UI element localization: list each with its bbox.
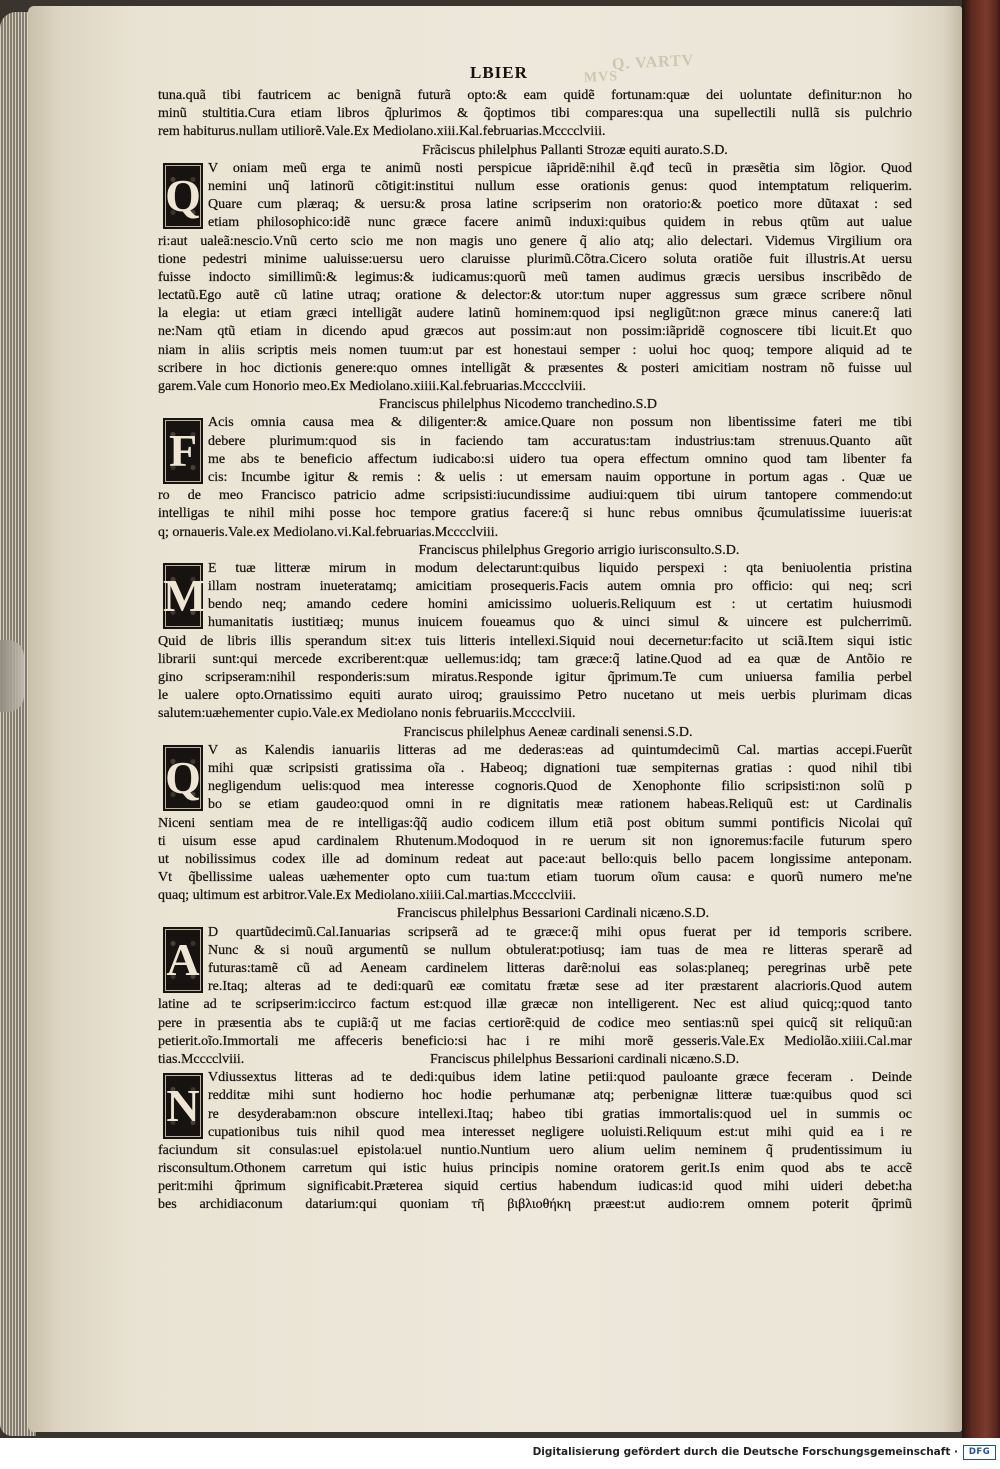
running-head: LBIER — [470, 63, 528, 82]
text-line: quaq; ultimum est arbitror.Vale.Ex Mediolano.xiiii.Cal.martias.Mcccclviii. — [158, 888, 576, 904]
text-line: illam nostram inueteratamq; amicitiam prosequeris.Facis autem omnia pro officio: qui neq; scri — [208, 579, 912, 595]
text-line: intelligas te nihil mihi posse hoc tempore gratius facere:q̃ si hunc rebus omnibus q̃cumulatissime iuueris:at — [158, 506, 912, 522]
text-line: la elegia: ut etiam græci intelligãt audere latinũ hominem:quod ipsi negligũt:non græce minus canere:q̃ lati — [158, 306, 912, 322]
letter-heading: Franciscus philelphus Nicodemo tranchedino.S.D — [378, 397, 657, 413]
text-line: cis: Incumbe igitur & remis : & uelis : ut emersam nauim opportune in portum agas . Quæ ue — [208, 469, 912, 485]
text-line: petierit.oĩo.Immortali me affeceris beneficio:si hac i re mihi morẽ gesseris.Vale.Ex Mediolão.xiiii.Cal.mar — [158, 1033, 912, 1049]
text-line: redditæ mihi sunt hodierno hoc hodie perhumanæ atq; perbenignæ litteræ tuæ:quibus quod sci — [208, 1088, 912, 1104]
text-line: re desyderabam:non obscure intellexi.Itaq; habeo tibi gratias immortalis:quod uel in summis oc — [208, 1106, 912, 1122]
text-line: le ualere opto.Ornatissimo equiti aurato uiroq; grauissimo Petro nucetano ut meis uerbis plurimam dicas — [158, 688, 912, 704]
text-line: negligendum uelis:quod mea interesse cognoris.Quod de Xenophonte filio scripsisti:non solũ p — [208, 779, 912, 795]
letter-heading: Franciscus philelphus Gregorio arrigio iurisconsulto.S.D. — [418, 542, 740, 558]
text-block — [158, 87, 912, 1215]
text-line: humanitatis iustitiæq; munus inuicem foueamus quo & uinci simul & uincere est pulcherrimũ. — [208, 615, 912, 631]
text-line: Quid de libris illis sperandum sit:ex tuis litteris intellexi.Siquid noui decernetur:facito ut sciã.Item siqui istic — [158, 633, 912, 649]
text-line: debere plurimum:quod sis in faciendo tam accuratus:tam industrius:tam strenuus.Quanto aũt — [208, 433, 912, 449]
text-line: bo se etiam gaudeo:quod omni in re dignitatis meæ rationem habeas.Reliquũ est: ut Cardinalis — [208, 797, 912, 813]
text-line: salutem:uæhementer cupio.Vale.ex Mediolano nonis februariis.Mcccclviii. — [158, 706, 576, 722]
text-line: latine ad te scripserim:iccirco factum est:quod illæ græcæ non intelligerent. Nec est aliud quicq;:quod tanto — [158, 997, 912, 1013]
text-line: tuna.quã tibi fautricem ac benignã futurã opto:& eam quidẽ fortunam:quæ dei uoluntate definitur:non ho — [158, 88, 912, 103]
text-line: Nunc & si nouũ argumentũ se nullum obtulerat:potiusq; iam tuas de mea re litteras sperarẽ ad — [208, 942, 912, 958]
text-line: bendo neq; amando cedere homini amicissimo uolueris.Reliquum est : ut certatim huiusmodi — [208, 597, 912, 613]
show-through-text: Q. VARTV — [611, 51, 695, 74]
text-line: niam in aliis scriptis meis nomen tuum:ut par est honestaui semper : uolui hoc quoq; tempore aliquid ad te — [158, 342, 912, 358]
decorated-initial: A — [163, 927, 203, 993]
letter-heading: Franciscus philelphus Aeneæ cardinali senensi.S.D. — [403, 724, 693, 740]
text-line: q; ornaueris.Vale.ex Mediolano.vi.Kal.februarias.Mcccclviii. — [158, 524, 499, 540]
text-line: V oniam meũ erga te animũ nosti perspicue iãpridẽ:nihil ẽ.qđ tecũ in præsẽtia sim lõgior. Quod — [208, 160, 912, 176]
text-line: perit:mihi q̃primum significabit.Præterea siquid certius habendum iudicas:id quod mihi uideri debet:ha — [158, 1179, 912, 1195]
text-line: re.Itaq; alteras ad te dedi:quarũ eæ comitatu frætæ sese ad iter præstarent alacrioris.Quod autem — [208, 979, 912, 995]
text-line: Acis omnia causa mea & diligenter:& amice.Quare non possum non libentissime fateri me tibi — [208, 415, 912, 431]
text-line: ut nobilissimus codex ille ad dominum redeat aut pace:aut bello:quis bello pacem longissime anteponam. — [158, 851, 912, 867]
text-line: etiam philosophico:idẽ nunc græce facere animũ induxi:quibus quidem in rebus qtũm aut ualue — [208, 215, 912, 231]
show-through-text: MVS — [583, 69, 619, 86]
text-line: ti uisum esse apud cardinalem Rhutenum.Modoquod in re uerum sit non ignoremus:facile futurum spero — [158, 833, 912, 849]
text-line-end: tias.Mcccclviii. — [158, 1051, 245, 1067]
decorated-initial: F — [163, 418, 203, 484]
decorated-initial: N — [163, 1073, 203, 1139]
text-line: fuisse indocto simillimũ:& legimus:& iudicamus:quorũ meũ tamen audimus græcis uersibus inscribẽdo de — [158, 269, 912, 285]
text-line: garem.Vale cum Honorio meo.Ex Mediolano.xiiii.Kal.februarias.Mcccclviii. — [158, 379, 587, 394]
text-line: Vdiussextus litteras ad te dedi:quibus idem latine petii:quod pauloante græce feceram . Deinde — [208, 1070, 912, 1086]
text-line: D quartũdecimũ.Cal.Ianuarias scripserã ad te græce:q̃ mihi opus fuerat per id temporis scribere. — [208, 924, 912, 940]
text-line — [158, 1051, 912, 1069]
text-line: Vt q̃bellissime ualeas uæhementer opto cum tua:tum etiam tuorum oĩum causa: e quorũ numero me'ne — [158, 870, 912, 886]
letter-heading: Franciscus philelphus Bessarioni cardinali nicæno.S.D. — [430, 1051, 740, 1067]
footer-bar — [0, 1438, 1000, 1469]
text-line: Niceni sentiam mea de re intelligas:q̃q̃ audio codicem illum etiã post obitum summi pontificis Nicolai quĩ — [158, 815, 912, 831]
text-line: futuras:tamẽ cũ ad Aeneam cardinelem litteras darẽ:nolui eas solas:planeq; peregrinas urbẽ pete — [208, 961, 912, 976]
book-binding — [962, 0, 1000, 1438]
letter-heading: Franciscus philelphus Bessarioni Cardinali nicæno.S.D. — [396, 906, 710, 922]
text-line: gino scripseram:nihil responderis:sum miratus.Responde igitur q̃primum.Te cum uniuersa familia perbel — [158, 670, 912, 685]
text-line: Quare cum plæraq; & uersu:& prosa latine scripserim non oratorio:& poetico more dũtaxat : sed — [208, 197, 912, 213]
decorated-initial: M — [163, 563, 203, 629]
letter-heading: Frãciscus philelphus Pallanti Strozæ equiti aurato.S.D. — [422, 142, 728, 158]
text-line: cupationibus tuis nihil quod mea interesset negligere uoluisti.Reliquum est:ut mihi quid ea i re — [208, 1124, 912, 1140]
decorated-initial: Q — [163, 745, 203, 811]
text-line: me abs te beneficio affectum iudicabo:si uidero tua opera effectum omnino quod tam libenter fa — [208, 451, 912, 467]
text-line: rem habiturus.nullam utiliorẽ.Vale.Ex Mediolano.xiii.Kal.februarias.Mcccclviii. — [158, 124, 606, 140]
text-line: faciundum sit consulas:uel epistola:uel nuntio.Nuntium uero alium uelim neminem q̃ prudentissimum iu — [158, 1142, 912, 1158]
text-line: ne:Nam qtũ etiam in dicendo apud græcos aut possim:aut non possim:iãpridẽ cognoscere tibi licuit.Et quo — [158, 324, 912, 340]
text-line: ri:aut ualeã:nescio.Vnũ certo scio me non magis uno genere q̃ alio atq; alio delectari. Videmus Virgilium ora — [158, 233, 912, 249]
text-line: tione pedestri minime ualuisse:uersu uero claruisse plurimũ.Cõtra.Cicero soluta oratiõe fuit illustris.At uersu — [158, 251, 912, 267]
text-line: E tuæ litteræ mirum in modum delectarunt:quibus liquido perspexi : qta beniuolentia pristina — [208, 560, 912, 576]
dfg-logo: DFG — [963, 1445, 996, 1460]
page-clip — [0, 640, 24, 712]
text-line: ro de meo Francisco patricio adme scripsisti:iucundissime audiui:quem tibi uirum tantopere commendo:ut — [158, 488, 912, 504]
text-line: risconsultum.Othonem carretum qui istic huius principis nomine oratorem gerit.Is enim quod abs te accẽ — [158, 1161, 912, 1177]
text-line: scribere in hoc dictionis genere:quo omnes intelligãt & præsentes & posteri amicitiam nostram nõ fuisse uul — [158, 360, 912, 376]
text-line: pere in præsentia abs te cupiã:q̃ ut me facias certiorẽ:quid de codice meo sentias:nũ spei quicq̃ sit reliquũ:an — [158, 1015, 912, 1031]
text-line: bes archidiaconum datarium:qui quoniam τῆ βιβλιοθήκη præest:ut audio:rem omnem poterit q̃primũ — [158, 1197, 912, 1213]
text-line: mihi quæ scripsisti gratissima oĩa . Habeoq; dignationi tuæ sempiternas gratias : quod nihil tibi — [208, 760, 912, 776]
text-line: librarii sunt:qui mercede excriberent:quæ uellemus:idq; tam græce:q̃ latine.Quod ad ea quæ de Antõio re — [158, 651, 912, 667]
decorated-initial: Q — [163, 163, 203, 229]
funding-credit: Digitalisierung gefördert durch die Deutsche Forschungsgemeinschaft · — [532, 1446, 958, 1458]
text-line: nemini unq̃ latinorũ cõtigit:institui nullum esse orationis genus: quod intemptatum reliquerim. — [208, 178, 912, 194]
text-line: V as Kalendis ianuariis litteras ad me dederas:eas ad quintumdecimũ Cal. martias accepi.Fuerũt — [208, 742, 912, 758]
text-line: minũ stultitia.Cura etiam libros q̃plurimos & q̃optimos tibi compares:qua una supellectili nullã sis pulchrio — [158, 106, 912, 122]
text-line: lectatũ.Ego autẽ cũ latine utraq; oratione & delector:& utor:tum nuper aggressus sum græce scribere nõnul — [158, 288, 912, 304]
